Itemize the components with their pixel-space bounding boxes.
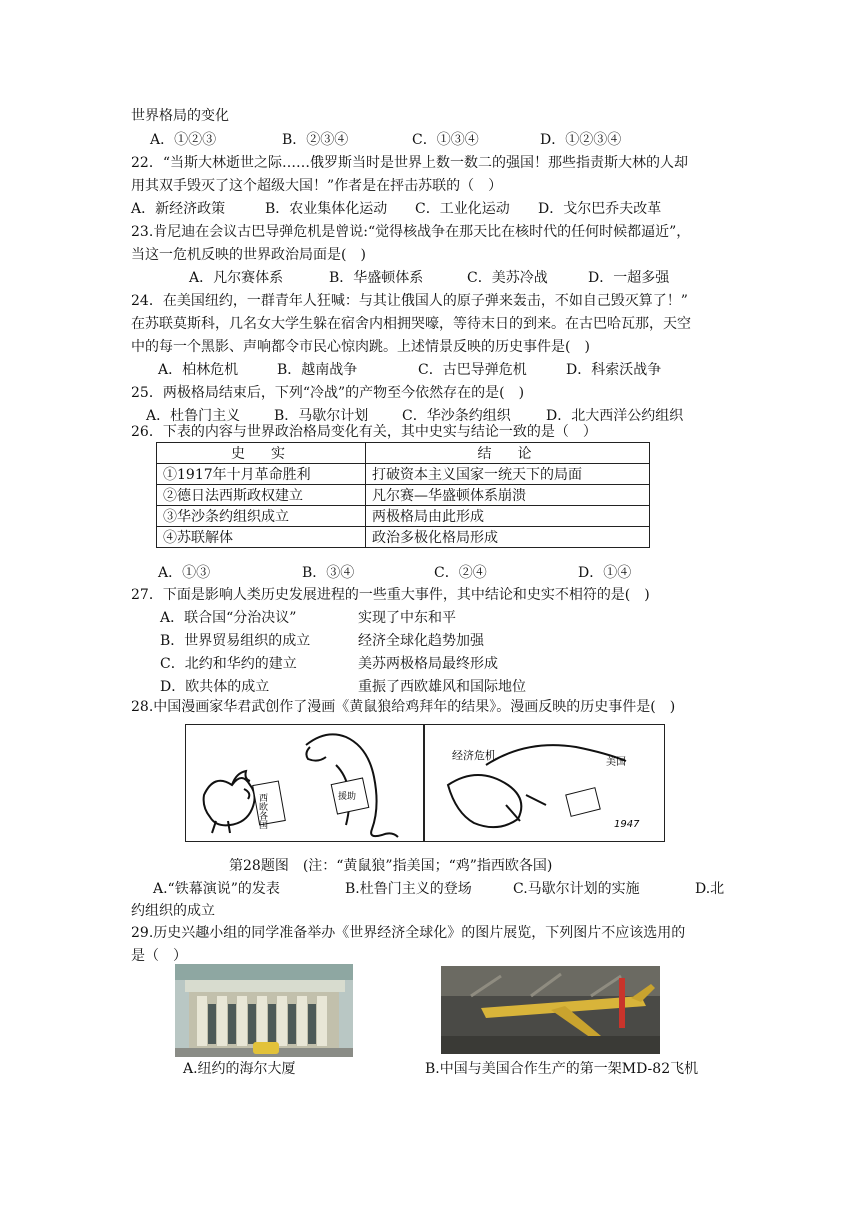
table-cell: 政治多极化格局形成 [366, 527, 650, 548]
cartoon-left-tag-text: 西欧各国 [257, 793, 267, 829]
q29-caption-a: A.纽约的海尔大厦 [183, 1061, 296, 1077]
q23-option-d[interactable]: D．一超多强 [588, 270, 670, 286]
q22-stem-1: 22．“当斯大林逝世之际……俄罗斯当时是世界上数一数二的强国！那些指责斯大林的人却 [131, 155, 688, 171]
table-cell: ①1917年十月革命胜利 [157, 464, 366, 485]
cartoon-sign-text: 援助 [338, 792, 357, 802]
q24-option-d[interactable]: D．科索沃战争 [566, 362, 662, 378]
q26-stem: 26．下表的内容与世界政治格局变化有关，其中史实与结论一致的是（ ） [131, 424, 597, 440]
q26-option-d[interactable]: D．①④ [578, 565, 632, 581]
q28-option-d-cont: 约组织的成立 [131, 903, 215, 919]
q26-table [156, 442, 650, 548]
q27-option-c[interactable]: C．北约和华约的建立 [160, 656, 297, 672]
q27-option-d[interactable]: D．欧共体的成立 [160, 679, 270, 695]
q27-option-c-conclusion: 美苏两极格局最终形成 [358, 656, 498, 672]
building-image [175, 964, 353, 1057]
q21-option-d[interactable]: D．①②③④ [540, 132, 622, 148]
q22-stem-2: 用其双手毁灭了这个超级大国！”作者是在抨击苏联的（ ） [131, 178, 503, 194]
table-row [157, 464, 650, 485]
table-row [157, 485, 650, 506]
q29-photo-a[interactable] [175, 964, 353, 1057]
q23-option-c[interactable]: C．美苏冷战 [467, 270, 548, 286]
q28-option-a[interactable]: A.“铁幕演说”的发表 [153, 881, 280, 897]
cartoon-right-tag: 美国 [606, 757, 626, 768]
q27-option-b[interactable]: B．世界贸易组织的成立 [160, 633, 311, 649]
q26-option-b[interactable]: B．③④ [302, 565, 355, 581]
table-cell: 两极格局由此形成 [366, 506, 650, 527]
q28-option-c[interactable]: C.马歇尔计划的实施 [513, 881, 640, 897]
cartoon-drawing [186, 725, 664, 841]
q26-option-c[interactable]: C．②④ [434, 565, 487, 581]
q29-stem-1: 29.历史兴趣小组的同学准备举办《世界经济全球化》的图片展览，下列图片不应该选用的 [131, 925, 686, 941]
q25-option-c[interactable]: C．华沙条约组织 [402, 408, 511, 424]
cartoon-right-sign [566, 788, 600, 817]
rooster-icon [204, 771, 255, 833]
q29-photo-b[interactable] [441, 966, 660, 1054]
cartoon-year: 1947 [614, 819, 640, 830]
q28-cartoon [185, 724, 665, 842]
q21-stem-tail: 世界格局的变化 [131, 108, 229, 124]
q29-caption-b: B.中国与美国合作生产的第一架MD-82飞机 [425, 1061, 699, 1077]
q28-figure-caption: 第28题图 (注：“黄鼠狼”指美国；“鸡”指西欧各国) [229, 858, 553, 874]
q28-stem: 28.中国漫画家华君武创作了漫画《黄鼠狼给鸡拜年的结果》。漫画反映的历史事件是( ) [131, 699, 676, 715]
q21-option-a[interactable]: A．①②③ [150, 132, 217, 148]
q24-option-a[interactable]: A．柏林危机 [158, 362, 239, 378]
q28-option-b[interactable]: B.杜鲁门主义的登场 [345, 881, 472, 897]
q27-option-d-conclusion: 重振了西欧雄风和国际地位 [358, 679, 526, 695]
q21-option-c[interactable]: C．①③④ [412, 132, 479, 148]
q22-option-b[interactable]: B．农业集体化运动 [265, 201, 388, 217]
q22-option-d[interactable]: D．戈尔巴乔夫改革 [538, 201, 662, 217]
table-header-row [157, 443, 650, 464]
q26-option-a[interactable]: A．①③ [158, 565, 211, 581]
q27-option-b-conclusion: 经济全球化趋势加强 [358, 633, 484, 649]
q23-stem-1: 23.肯尼迪在会议古巴导弹危机是曾说:“觉得核战争在那天比在核时代的任何时候都逼近”， [131, 224, 691, 240]
q23-option-a[interactable]: A．凡尔赛体系 [189, 270, 284, 286]
q24-option-c[interactable]: C．古巴导弹危机 [418, 362, 527, 378]
q22-option-a[interactable]: A．新经济政策 [131, 201, 226, 217]
q25-option-a[interactable]: A．杜鲁门主义 [146, 408, 241, 424]
table-row [157, 527, 650, 548]
q23-stem-2: 当这一危机反映的世界政治局面是( ) [131, 247, 366, 263]
table-cell: 凡尔赛—华盛顿体系崩溃 [366, 485, 650, 506]
q24-option-b[interactable]: B．越南战争 [277, 362, 358, 378]
aircraft-image [441, 966, 660, 1054]
q27-option-a-conclusion: 实现了中东和平 [358, 610, 456, 626]
q27-stem: 27．下面是影响人类历史发展进程的一些重大事件，其中结论和史实不相符的是( ) [131, 587, 650, 603]
q25-option-d[interactable]: D．北大西洋公约组织 [546, 408, 684, 424]
q24-stem-2: 在苏联莫斯科，几名女大学生躲在宿舍内相拥哭嚎，等待末日的到来。在古巴哈瓦那，天空 [131, 316, 691, 332]
q24-stem-3: 中的每一个黑影、声响都令市民心惊肉跳。上述情景反映的历史事件是( ) [131, 339, 590, 355]
q23-option-b[interactable]: B．华盛顿体系 [329, 270, 424, 286]
q27-option-a[interactable]: A．联合国“分治决议” [160, 610, 297, 626]
q29-stem-2: 是（ ） [131, 948, 187, 964]
table-cell: ②德日法西斯政权建立 [157, 485, 366, 506]
q25-option-b[interactable]: B．马歇尔计划 [274, 408, 369, 424]
q28-option-d[interactable]: D.北 [695, 881, 725, 897]
cartoon-right-title: 经济危机 [452, 749, 496, 762]
table-row [157, 506, 650, 527]
table-cell: ④苏联解体 [157, 527, 366, 548]
q25-stem: 25．两极格局结束后，下列“冷战”的产物至今依然存在的是( ) [131, 385, 525, 401]
table-cell: ③华沙条约组织成立 [157, 506, 366, 527]
q24-stem-1: 24．在美国纽约，一群青年人狂喊：与其让俄国人的原子弹来轰击，不如自己毁灭算了！” [131, 293, 688, 309]
q21-option-b[interactable]: B．②③④ [282, 132, 349, 148]
table-cell: 打破资本主义国家一统天下的局面 [366, 464, 650, 485]
table-header-cell: 史 实 [157, 443, 366, 464]
table-header-cell: 结 论 [366, 443, 650, 464]
q22-option-c[interactable]: C．工业化运动 [415, 201, 510, 217]
